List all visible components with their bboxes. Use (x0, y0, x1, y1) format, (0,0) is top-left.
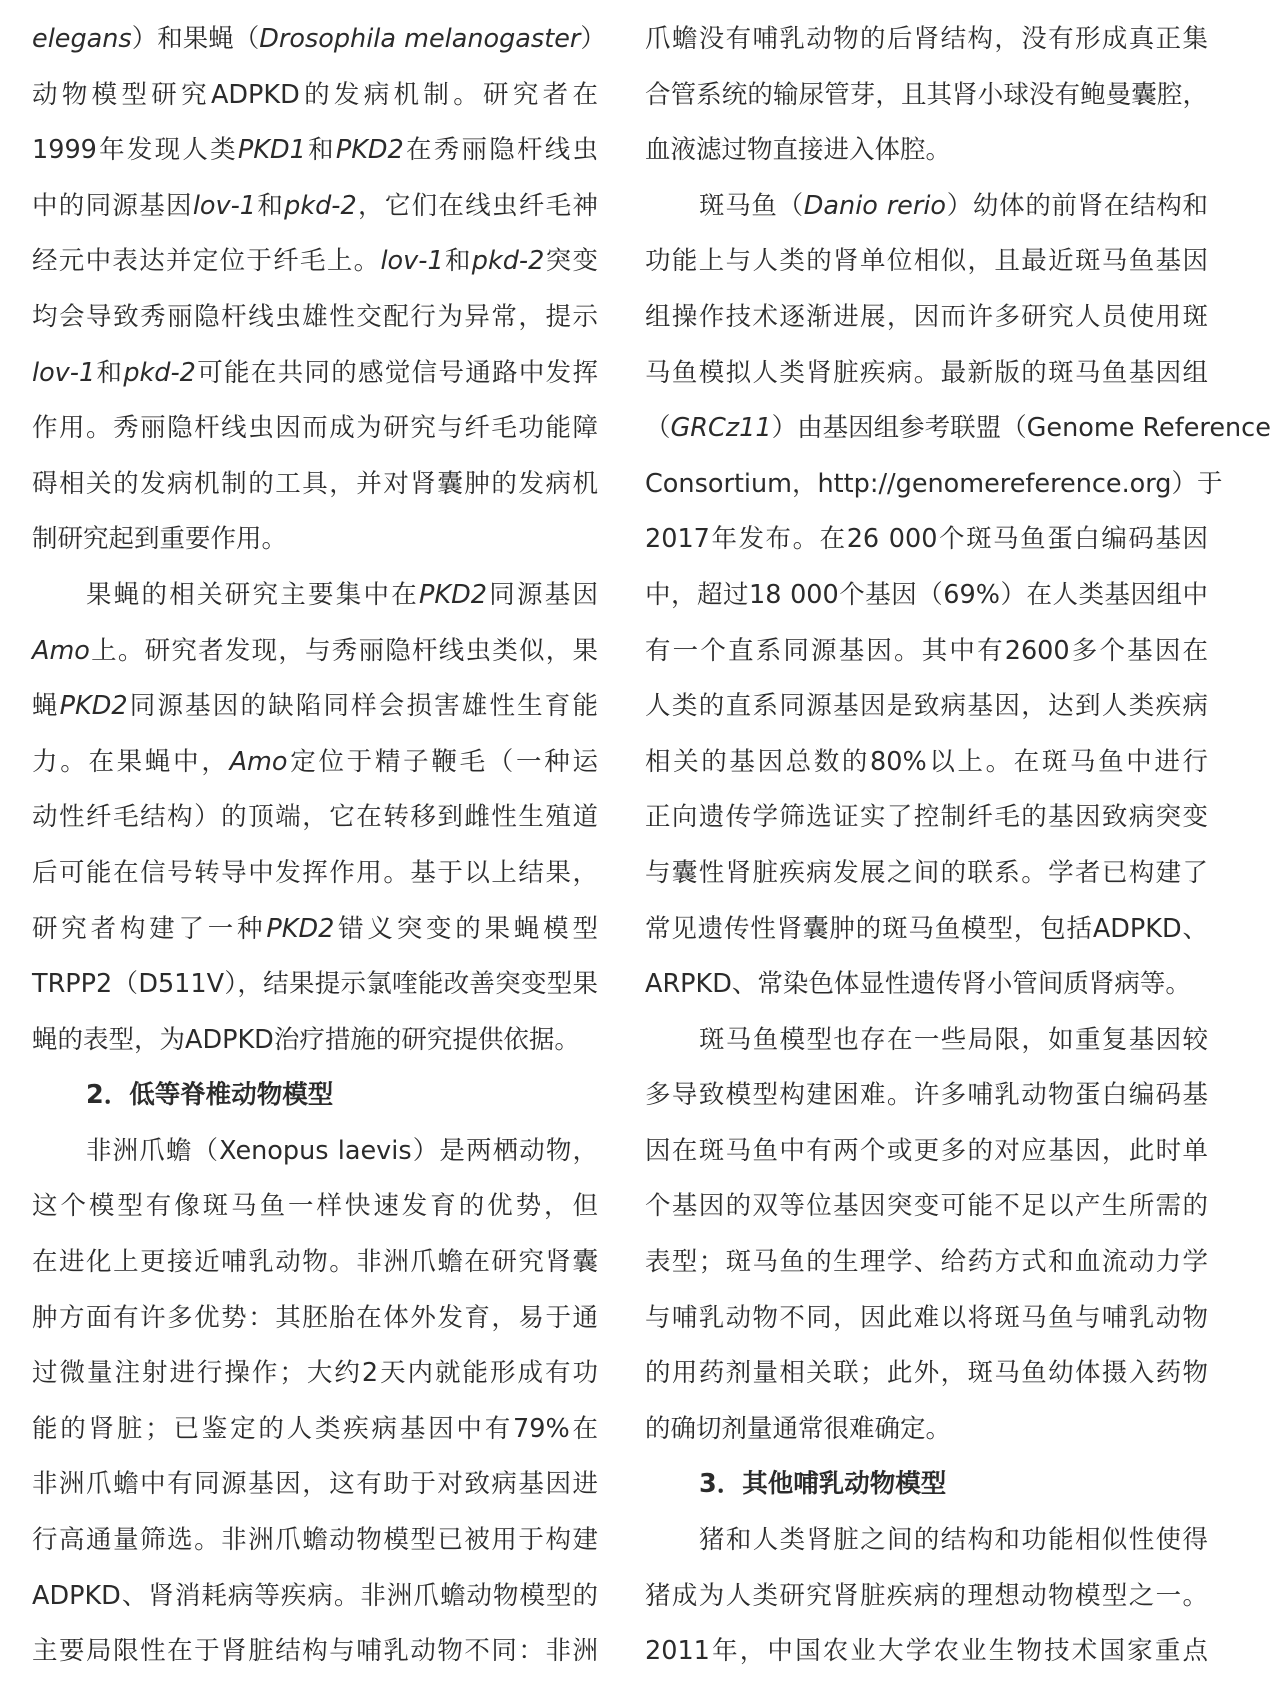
text-span: 制研究起到重要作用。 (32, 524, 288, 555)
right-text-line (645, 346, 1208, 402)
italic-text-span: PKD2 (59, 691, 128, 722)
right-text-line (645, 123, 1208, 179)
right-text-line (645, 1013, 1208, 1069)
text-span: ）由基因组参考联盟（Genome Reference (771, 413, 1271, 444)
left-text-line (32, 179, 598, 235)
left-text-line (32, 457, 598, 513)
right-text-line (645, 1179, 1208, 1235)
text-span: TRPP2（D511V），结果提示氯喹能改善突变型果 (32, 969, 598, 1000)
text-span: Consortium，http://genomereference.org）于 (645, 468, 1223, 499)
text-span: ，它们在线虫纤毛神 (356, 190, 598, 221)
text-span: 2．低等脊椎动物模型 (86, 1080, 334, 1111)
text-span: 2011年，中国农业大学农业生物技术国家重点 (645, 1636, 1208, 1667)
italic-text-span: Amo (32, 635, 90, 666)
right-text-line (645, 679, 1208, 735)
left-text-line (32, 1179, 598, 1235)
text-span: 斑马鱼（ (699, 190, 804, 221)
text-span: 多导致模型构建困难。许多哺乳动物蛋白编码基 (645, 1080, 1208, 1111)
left-text-line (32, 401, 598, 457)
text-span: 同源基因的缺陷同样会损害雄性生育能 (127, 691, 598, 722)
text-span: 和 (305, 135, 336, 166)
text-span: ） (580, 24, 606, 54)
right-text-line (645, 846, 1208, 902)
text-span: 经元中表达并定位于纤毛上。 (32, 246, 381, 277)
right-text-line (645, 957, 1208, 1013)
left-text-line (32, 1346, 598, 1402)
text-span: 3．其他哺乳动物模型 (699, 1469, 947, 1500)
text-span: 和 (256, 190, 285, 221)
left-text-line (32, 234, 598, 290)
right-text-line (645, 568, 1208, 624)
text-span: 和 (95, 357, 124, 388)
text-span: 组操作技术逐渐进展，因而许多研究人员使用斑 (645, 301, 1208, 332)
left-text-line (32, 568, 598, 624)
right-text-line (645, 624, 1208, 680)
text-span: 2017年发布。在26 000个斑马鱼蛋白编码基因 (645, 524, 1208, 555)
italic-text-span: lov-1 (192, 190, 257, 221)
left-text-line (32, 346, 598, 402)
text-span: 力。在果蝇中， (32, 746, 230, 777)
italic-text-span: Drosophila melanogaster (259, 24, 581, 54)
text-span: 的确切剂量通常很难确定。 (645, 1413, 952, 1444)
text-span: 这个模型有像斑马鱼一样快速发育的优势，但 (32, 1191, 598, 1222)
text-span: 定位于精子鞭毛（一种运 (287, 746, 598, 777)
text-span: 错义突变的果蝇模型 (334, 913, 598, 944)
italic-text-span: pkd-2 (123, 357, 196, 388)
right-text-line (645, 902, 1208, 958)
right-text-line (645, 512, 1208, 568)
text-span: 研究者构建了一种 (32, 913, 267, 944)
text-span: 表型；斑马鱼的生理学、给药方式和血流动力学 (645, 1247, 1208, 1278)
text-span: 与囊性肾脏疾病发展之间的联系。学者已构建了 (645, 857, 1208, 888)
left-text-line (32, 902, 598, 958)
text-span: 与哺乳动物不同，因此难以将斑马鱼与哺乳动物 (645, 1302, 1208, 1333)
right-text-line (645, 735, 1208, 791)
left-text-line (32, 1291, 598, 1347)
italic-text-span: Danio rerio (803, 190, 947, 221)
text-span: 合管系统的输尿管芽，且其肾小球没有鲍曼囊腔， (645, 79, 1208, 110)
right-text-line (645, 457, 1223, 513)
left-text-line (32, 679, 598, 735)
left-text-line (32, 1513, 598, 1569)
text-span: 马鱼模拟人类肾脏疾病。最新版的斑马鱼基因组 (645, 357, 1208, 388)
text-span: 非洲爪蟾（Xenopus laevis）是两栖动物， (86, 1135, 598, 1166)
italic-text-span: elegans (32, 24, 132, 54)
right-text-line (645, 12, 1208, 68)
text-span: ）幼体的前肾在结构和 (946, 190, 1208, 221)
text-span: 行高通量筛选。非洲爪蟾动物模型已被用于构建 (32, 1525, 598, 1556)
text-span: 中，超过18 000个基因（69%）在人类基因组中 (645, 579, 1208, 610)
left-text-line (32, 957, 598, 1013)
text-span: 非洲爪蟾中有同源基因，这有助于对致病基因进 (32, 1469, 598, 1500)
right-text-column (645, 12, 1271, 1680)
text-span: 突变 (544, 246, 598, 277)
text-span: 人类的直系同源基因是致病基因，达到人类疾病 (645, 691, 1208, 722)
text-span: 中的同源基因 (32, 190, 193, 221)
text-span: 同源基因 (486, 579, 598, 610)
text-span: 碍相关的发病机制的工具，并对肾囊肿的发病机 (32, 468, 598, 499)
text-span: 功能上与人类的肾单位相似，且最近斑马鱼基因 (645, 246, 1208, 277)
right-text-line (645, 290, 1208, 346)
italic-text-span: PKD2 (419, 579, 487, 610)
right-text-line (645, 1124, 1208, 1180)
text-span: 蝇 (32, 691, 60, 722)
text-span: 动物模型研究ADPKD的发病机制。研究者在 (32, 79, 598, 110)
text-span: 的用药剂量相关联；此外，斑马鱼幼体摄入药物 (645, 1358, 1208, 1389)
italic-text-span: Amo (229, 746, 288, 777)
left-text-line (32, 123, 598, 179)
left-text-line (32, 790, 598, 846)
italic-text-span: PKD2 (335, 135, 404, 166)
text-span: ARPKD、常染色体显性遗传肾小管间质肾病等。 (645, 969, 1191, 1000)
left-text-line (32, 735, 598, 791)
text-span: 1999年发现人类 (32, 135, 238, 166)
text-span: 猪成为人类研究肾脏疾病的理想动物模型之一。 (645, 1580, 1208, 1611)
italic-text-span: pkd-2 (284, 190, 357, 221)
text-span: 主要局限性在于肾脏结构与哺乳动物不同：非洲 (32, 1636, 598, 1667)
right-text-line (645, 790, 1208, 846)
left-text-line (32, 1124, 598, 1180)
text-span: 有一个直系同源基因。其中有2600多个基因在 (645, 635, 1208, 666)
italic-text-span: PKD2 (266, 913, 335, 944)
left-text-line (32, 1457, 598, 1513)
left-text-line (32, 1402, 598, 1458)
left-text-line (32, 1235, 598, 1291)
text-span: （ (645, 413, 671, 444)
left-text-line (32, 512, 598, 568)
text-span: 猪和人类肾脏之间的结构和功能相似性使得 (699, 1525, 1208, 1556)
left-text-line (32, 624, 598, 680)
right-text-line (645, 1235, 1208, 1291)
left-text-line (32, 1624, 598, 1680)
text-span: 肿方面有许多优势：其胚胎在体外发育，易于通 (32, 1302, 598, 1333)
text-span: 个基因的双等位基因突变可能不足以产生所需的 (645, 1191, 1208, 1222)
text-span: 均会导致秀丽隐杆线虫雄性交配行为异常，提示 (32, 301, 598, 332)
left-text-line (32, 290, 598, 346)
right-text-line (645, 1513, 1208, 1569)
text-span: 在进化上更接近哺乳动物。非洲爪蟾在研究肾囊 (32, 1247, 598, 1278)
italic-text-span: lov-1 (32, 357, 96, 388)
text-span: ADPKD、肾消耗病等疾病。非洲爪蟾动物模型的 (32, 1580, 598, 1611)
text-span: 正向遗传学筛选证实了控制纤毛的基因致病突变 (645, 802, 1208, 833)
italic-text-span: lov-1 (380, 246, 444, 277)
right-text-line (645, 1346, 1208, 1402)
text-span: 作用。秀丽隐杆线虫因而成为研究与纤毛功能障 (32, 413, 598, 444)
text-span: 动性纤毛结构）的顶端，它在转移到雌性生殖道 (32, 802, 598, 833)
right-text-line (645, 1291, 1208, 1347)
left-text-line (32, 68, 598, 124)
left-section-heading (32, 1068, 598, 1124)
text-span: 斑马鱼模型也存在一些局限，如重复基因较 (699, 1024, 1208, 1055)
text-span: 因在斑马鱼中有两个或更多的对应基因，此时单 (645, 1135, 1208, 1166)
right-text-line (645, 179, 1208, 235)
right-text-line (645, 1402, 1208, 1458)
text-span: 上。研究者发现，与秀丽隐杆线虫类似，果 (89, 635, 598, 666)
text-span: 蝇的表型，为ADPKD治疗措施的研究提供依据。 (32, 1024, 580, 1055)
text-span: 爪蟾没有哺乳动物的后肾结构，没有形成真正集 (645, 24, 1208, 54)
text-span: 后可能在信号转导中发挥作用。基于以上结果， (32, 857, 598, 888)
text-span: 血液滤过物直接进入体腔。 (645, 135, 952, 166)
italic-text-span: pkd-2 (471, 246, 545, 277)
text-span: 常见遗传性肾囊肿的斑马鱼模型，包括ADPKD、 (645, 913, 1208, 944)
text-span: 可能在共同的感觉信号通路中发挥 (195, 357, 598, 388)
italic-text-span: PKD1 (237, 135, 306, 166)
left-text-line (32, 846, 598, 902)
text-span: 相关的基因总数的80%以上。在斑马鱼中进行 (645, 746, 1208, 777)
text-span: 和 (443, 246, 472, 277)
text-span: 能的肾脏；已鉴定的人类疾病基因中有79%在 (32, 1413, 598, 1444)
right-text-line (645, 1068, 1208, 1124)
right-text-line (645, 401, 1271, 457)
text-span: 果蝇的相关研究主要集中在 (86, 579, 420, 610)
left-text-line (32, 1569, 598, 1625)
text-span: 过微量注射进行操作；大约2天内就能形成有功 (32, 1358, 598, 1389)
right-section-heading (645, 1457, 1208, 1513)
italic-text-span: GRCz11 (670, 413, 772, 444)
left-text-line (32, 1013, 598, 1069)
right-text-line (645, 1624, 1208, 1680)
text-span: ）和果蝇（ (131, 24, 260, 54)
left-text-column (32, 12, 606, 1680)
right-text-line (645, 234, 1208, 290)
text-span: 在秀丽隐杆线虫 (403, 135, 598, 166)
right-text-line (645, 1569, 1208, 1625)
left-text-line (32, 12, 606, 68)
right-text-line (645, 68, 1208, 124)
